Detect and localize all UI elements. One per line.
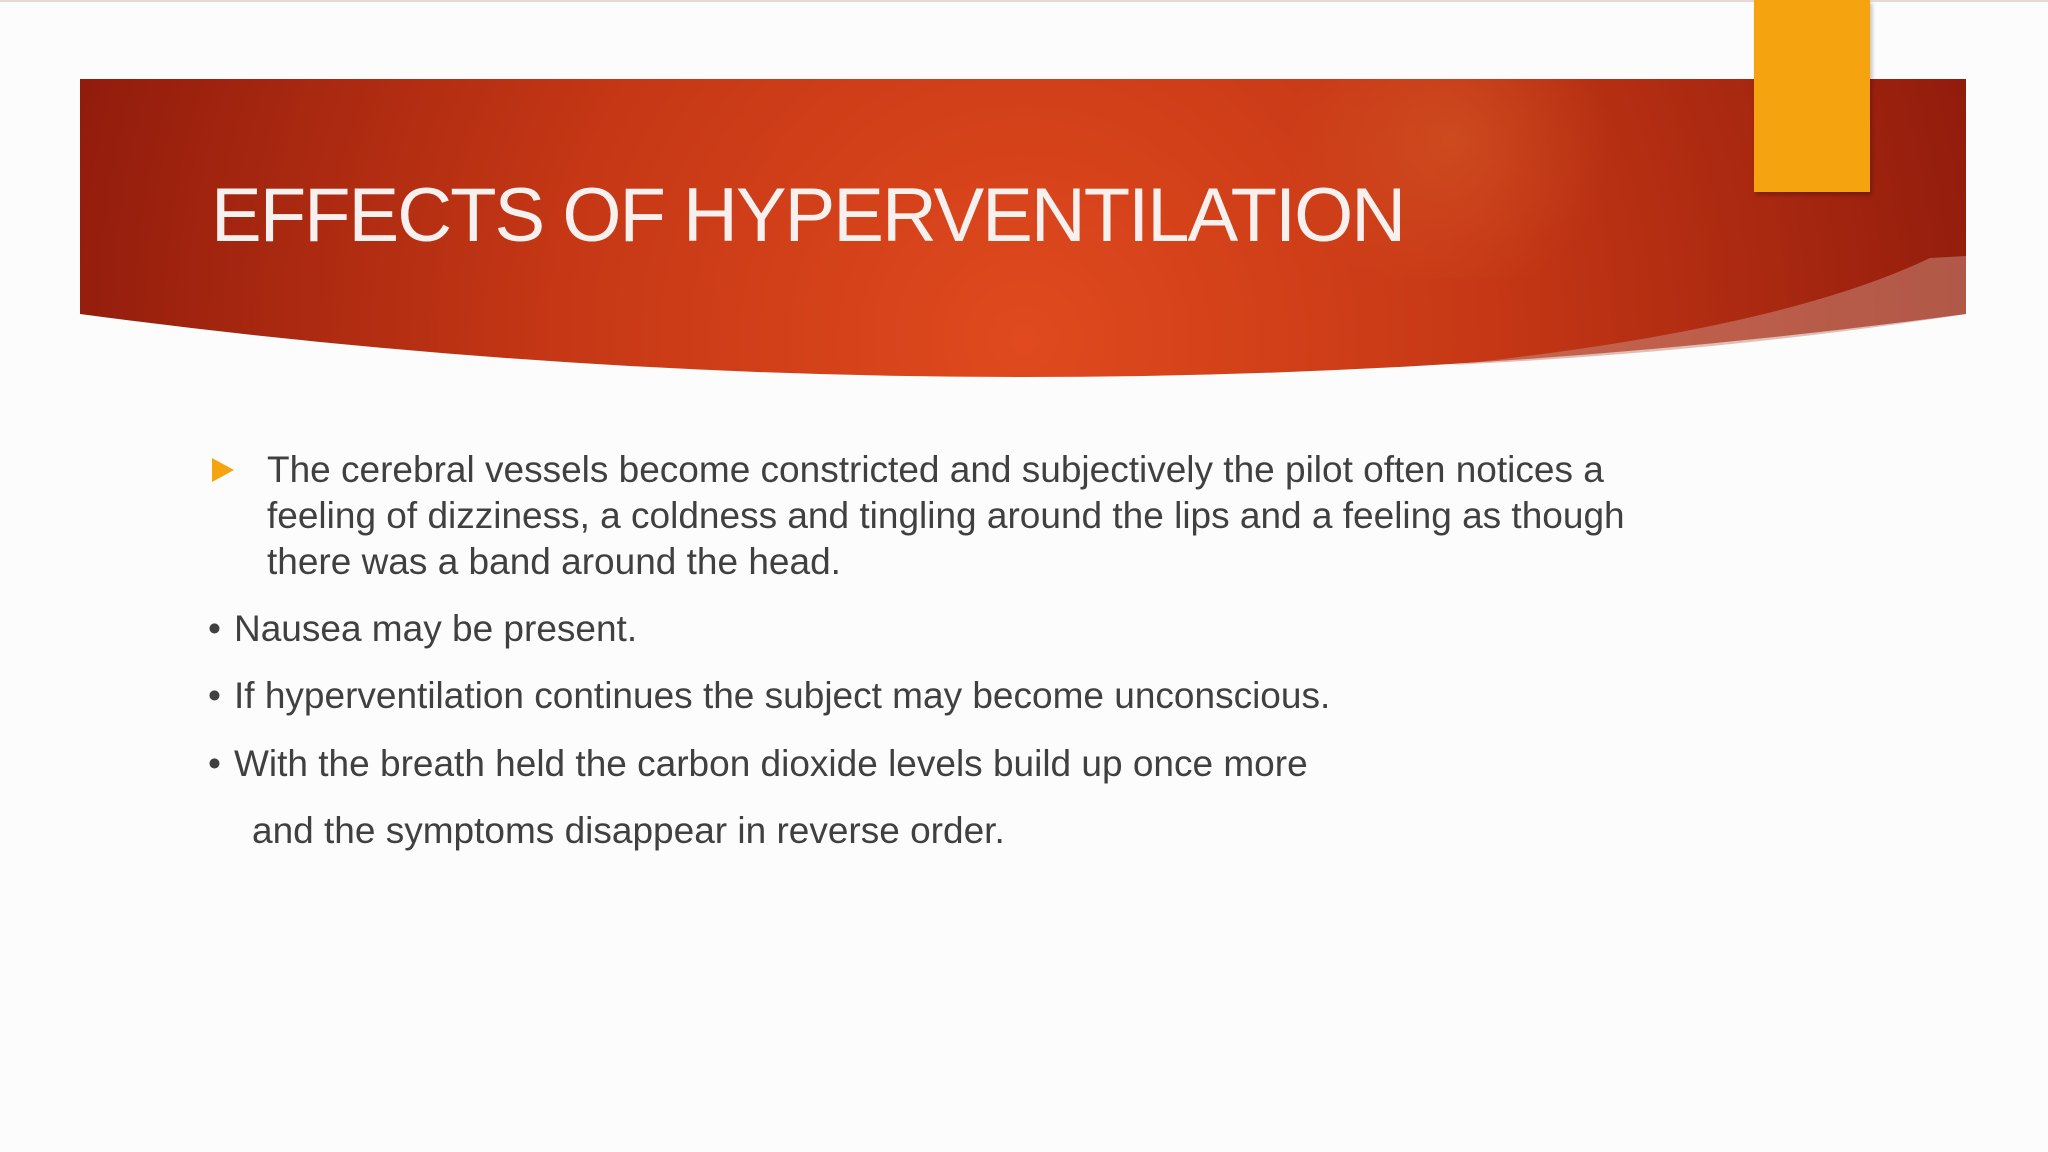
bullet-dot-icon: • xyxy=(208,675,221,716)
main-bullet-text: The cerebral vessels become constricted and subjectively the pilot often notices a feeling of dizziness, a coldness and tingling around the lips and a feeling as though there was a band around the head. xyxy=(267,449,1625,582)
bullet-dot-icon: • xyxy=(208,743,221,784)
bullet-item xyxy=(208,673,1330,719)
bullet-item xyxy=(208,741,1308,787)
arrow-bullet-icon xyxy=(212,458,234,482)
accent-tab xyxy=(1754,0,1870,192)
continuation-text: and the symptoms disappear in reverse order. xyxy=(252,810,1005,851)
bullet-item-text: Nausea may be present. xyxy=(234,608,638,649)
bullet-dot-icon: • xyxy=(208,608,221,649)
bullet-item xyxy=(208,606,637,652)
bullet-item-text: With the breath held the carbon dioxide levels build up once more xyxy=(234,743,1308,784)
bullet-item-text: If hyperventilation continues the subject may become unconscious. xyxy=(234,675,1331,716)
slide-title: EFFECTS OF HYPERVENTILATION xyxy=(211,173,1405,258)
